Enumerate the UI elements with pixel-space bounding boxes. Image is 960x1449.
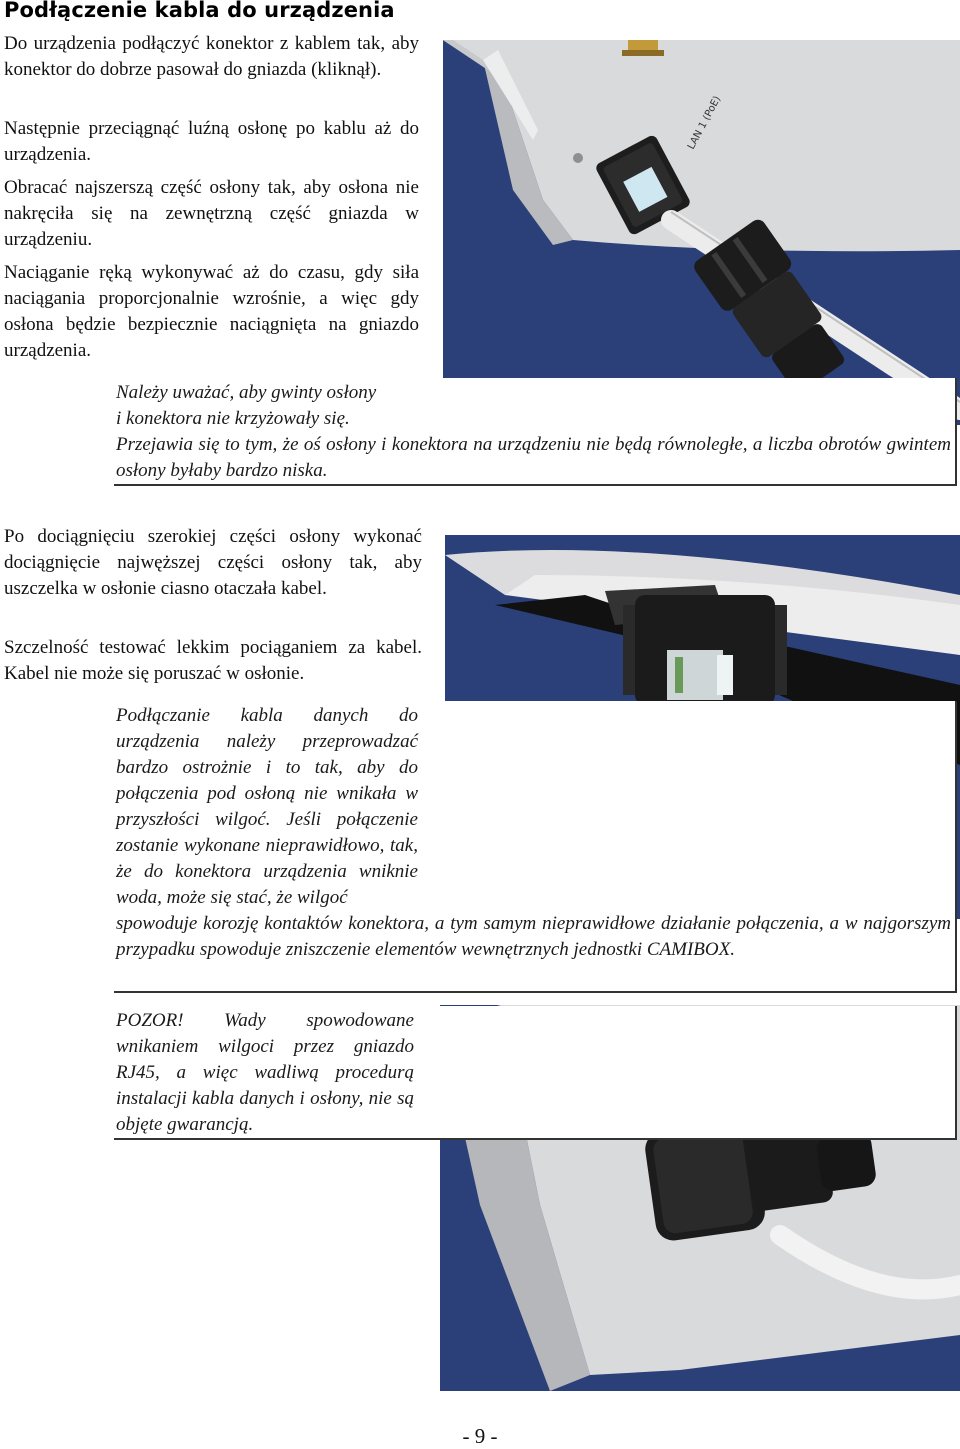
note-thread-warning [114,378,957,486]
paragraph-test-seal: Szczelność testować lekkim pociąganiem za kabel. Kabel nie może się poruszać w osłonie. [4,637,422,684]
page-number: - 9 - [462,1424,498,1448]
paragraph-tighten-narrow: Po dociągnięciu szerokiej części osłony wykonać dociągnięcie najwęższej części osłony tak, aby uszczelka w osłonie ciasno otaczała kabel. [4,526,422,599]
note-moisture-narrow: Podłączanie kabla danych do urządzenia należy przeprowadzać bardzo ostrożnie i to tak, aby do połączenia pod osłoną nie wnikała w przyszłości wilgoć. Jeśli połączenie zostanie wykonane nieprawidłowo, tak, że do konektora urządzenia wniknie woda, może się stać, że wilgoć [116,705,418,908]
note-thread-line2: i konektora nie krzyżowały się. [116,408,350,429]
device-label: LAN 1 (PoE) [685,94,724,152]
note-thread-line1: Należy uważać, aby gwinty osłony [116,382,377,403]
note-warranty-text: POZOR! Wady spowodowane wnikaniem wilgoci przez gniazdo RJ45, a więc wadliwą procedurą instalacji kabla danych i osłony, nie są objęte gwarancją. [116,1010,414,1135]
page-title: Podłączenie kabla do urządzenia [4,0,395,22]
note-moisture-warning [114,701,957,993]
paragraph-slide-cover: Następnie przeciągnąć luźną osłonę po kablu aż do urządzenia. [4,118,419,165]
paragraph-tighten: Naciąganie ręką wykonywać aż do czasu, gdy siła naciągania proporcjonalnie wzrośnie, a więc gdy osłona będzie bezpiecznie naciągnięta na gniazdo urządzenia. [4,262,419,361]
paragraph-rotate-cover: Obracać najszerszą część osłony tak, aby osłona nie nakręciła się na zewnętrzną część gniazda w urządzeniu. [4,177,419,250]
note-warranty [114,1006,957,1140]
photo-connector-plugged [443,40,960,425]
paragraph-connect: Do urządzenia podłączyć konektor z kablem tak, aby konektor do dobrze pasował do gniazda (kliknął). [4,33,419,80]
note-moisture-wide: spowoduje korozję kontaktów konektora, a tym samym nieprawidłowe działanie połączenia, a w najgorszym przypadku spowoduje zniszczenie elementów wewnętrznych jednostki CAMIBOX. [116,913,951,960]
note-thread-rest: Przejawia się to tym, że oś osłony i konektora na urządzeniu nie będą równoległe, a liczba obrotów gwintem osłony byłaby bardzo niska. [116,434,951,481]
